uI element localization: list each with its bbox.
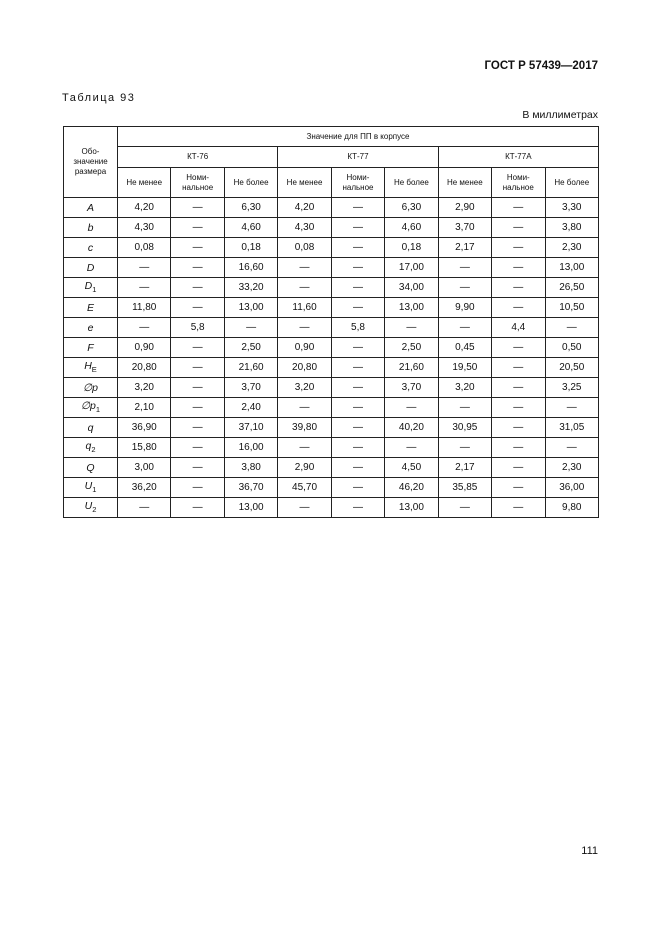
dimension-symbol: F [87, 341, 94, 354]
value-cell: — [331, 398, 384, 418]
value-cell: 3,25 [545, 378, 599, 398]
value-cell: 2,30 [545, 238, 599, 258]
value-cell: — [171, 298, 224, 318]
limit-header-line: нальное [182, 182, 214, 192]
value-cell: — [278, 398, 331, 418]
value-cell: — [171, 338, 224, 358]
limit-header-line: нальное [342, 182, 374, 192]
value-cell: — [492, 378, 545, 398]
limit-header-line: Не более [233, 177, 269, 187]
value-cell: 40,20 [385, 418, 438, 438]
value-cell: 16,00 [224, 438, 277, 458]
value-cell: 3,30 [545, 198, 599, 218]
value-cell: 13,00 [224, 298, 277, 318]
dimension-symbol: c [87, 241, 94, 254]
value-cell: — [492, 218, 545, 238]
value-cell: 4,60 [224, 218, 277, 238]
value-cell: — [545, 318, 599, 338]
value-cell: — [118, 278, 171, 298]
value-cell: 13,00 [545, 258, 599, 278]
value-cell: — [385, 438, 438, 458]
value-cell: — [492, 298, 545, 318]
value-cell: — [385, 318, 438, 338]
table-row [64, 338, 599, 358]
value-cell: 4,20 [118, 198, 171, 218]
value-cell: — [438, 278, 491, 298]
dimension-name [64, 238, 118, 258]
value-cell: — [385, 398, 438, 418]
limit-header-line: Номи- [506, 172, 530, 182]
value-cell: 36,90 [118, 418, 171, 438]
dimension-name [64, 338, 118, 358]
value-cell: — [331, 378, 384, 398]
package-header: КТ-76 [118, 147, 278, 168]
table-row [64, 478, 599, 498]
value-cell: 0,18 [385, 238, 438, 258]
dimension-subscript: E [91, 365, 97, 375]
dimension-symbol: D [86, 261, 95, 274]
value-cell: 3,70 [385, 378, 438, 398]
limit-header [545, 168, 599, 198]
value-cell: — [492, 198, 545, 218]
value-cell: — [331, 298, 384, 318]
dimension-name [64, 298, 118, 318]
table-row [64, 318, 599, 338]
value-cell: — [171, 438, 224, 458]
value-cell: 13,00 [385, 298, 438, 318]
dimension-name [64, 358, 118, 378]
dimension-name [64, 198, 118, 218]
dimension-symbol: H [84, 360, 92, 373]
value-cell: — [171, 358, 224, 378]
dimension-symbol: E [86, 301, 94, 314]
value-cell: 2,90 [438, 198, 491, 218]
limit-header-line: Не более [554, 177, 590, 187]
value-cell: — [438, 258, 491, 278]
value-cell: 0,50 [545, 338, 599, 358]
value-cell: — [438, 498, 491, 518]
dimension-subscript: 1 [95, 405, 101, 415]
value-cell: 45,70 [278, 478, 331, 498]
value-cell: 21,60 [385, 358, 438, 378]
value-cell: — [331, 258, 384, 278]
table-row [64, 238, 599, 258]
value-cell: 0,90 [278, 338, 331, 358]
table-row [64, 458, 599, 478]
dimension-symbol: U [84, 480, 93, 493]
value-cell: — [171, 498, 224, 518]
value-cell: — [331, 458, 384, 478]
value-cell: — [118, 318, 171, 338]
limit-header [278, 168, 331, 198]
table-row [64, 498, 599, 518]
dimension-symbol: e [87, 321, 94, 334]
value-cell: — [492, 338, 545, 358]
limit-header [492, 168, 545, 198]
dimension-symbol: b [87, 221, 94, 234]
value-cell: 2,30 [545, 458, 599, 478]
value-cell: 3,20 [438, 378, 491, 398]
value-cell: 20,80 [118, 358, 171, 378]
dimension-name [64, 258, 118, 278]
value-cell: — [331, 478, 384, 498]
dimension-symbol: ∅p [80, 400, 96, 413]
value-cell: 21,60 [224, 358, 277, 378]
value-cell: 36,70 [224, 478, 277, 498]
dimension-subscript: 2 [92, 505, 97, 515]
value-cell: — [545, 438, 599, 458]
value-cell: — [492, 398, 545, 418]
limit-header [438, 168, 491, 198]
designation-header-line: размера [74, 167, 107, 176]
value-cell: — [171, 478, 224, 498]
value-cell: 4,20 [278, 198, 331, 218]
dimension-symbol: Q [86, 461, 95, 474]
value-cell: 2,17 [438, 238, 491, 258]
value-cell: — [278, 498, 331, 518]
limit-header [385, 168, 438, 198]
dimension-name [64, 378, 118, 398]
value-cell: — [331, 198, 384, 218]
table-row [64, 278, 599, 298]
table-row [64, 218, 599, 238]
table-row [64, 438, 599, 458]
value-cell: — [438, 318, 491, 338]
value-cell: — [118, 498, 171, 518]
value-cell: — [171, 218, 224, 238]
limit-header [171, 168, 224, 198]
value-cell: 2,10 [118, 398, 171, 418]
group-header: Значение для ПП в корпусе [118, 127, 599, 147]
designation-header-line: значение [73, 157, 108, 166]
value-cell: 3,00 [118, 458, 171, 478]
value-cell: 4,60 [385, 218, 438, 238]
limit-header [331, 168, 384, 198]
value-cell: — [331, 218, 384, 238]
designation-header-line: Обо- [81, 147, 100, 156]
limit-header-line: Номи- [346, 172, 370, 182]
value-cell: — [278, 318, 331, 338]
value-cell: 13,00 [224, 498, 277, 518]
table-row [64, 358, 599, 378]
value-cell: — [171, 238, 224, 258]
value-cell: 11,80 [118, 298, 171, 318]
value-cell: — [171, 198, 224, 218]
value-cell: — [492, 498, 545, 518]
value-cell: 6,30 [224, 198, 277, 218]
value-cell: 36,20 [118, 478, 171, 498]
value-cell: 17,00 [385, 258, 438, 278]
value-cell: — [331, 418, 384, 438]
value-cell: — [331, 358, 384, 378]
table-row [64, 398, 599, 418]
value-cell: — [492, 258, 545, 278]
limit-header-line: Не менее [286, 177, 323, 187]
value-cell: — [545, 398, 599, 418]
value-cell: 2,90 [278, 458, 331, 478]
value-cell: 37,10 [224, 418, 277, 438]
dimension-name [64, 438, 118, 458]
value-cell: — [492, 458, 545, 478]
value-cell: — [278, 258, 331, 278]
value-cell: — [492, 278, 545, 298]
value-cell: 4,4 [492, 318, 545, 338]
dimension-subscript: 1 [92, 485, 97, 495]
value-cell: — [171, 258, 224, 278]
value-cell: — [171, 398, 224, 418]
value-cell: — [492, 238, 545, 258]
value-cell: — [278, 278, 331, 298]
value-cell: 9,90 [438, 298, 491, 318]
value-cell: 20,50 [545, 358, 599, 378]
value-cell: 3,80 [545, 218, 599, 238]
value-cell: — [171, 378, 224, 398]
value-cell: — [171, 458, 224, 478]
value-cell: — [224, 318, 277, 338]
value-cell: — [492, 418, 545, 438]
value-cell: 0,18 [224, 238, 277, 258]
value-cell: — [171, 278, 224, 298]
limit-header [224, 168, 277, 198]
value-cell: 0,45 [438, 338, 491, 358]
value-cell: 0,90 [118, 338, 171, 358]
value-cell: 30,95 [438, 418, 491, 438]
value-cell: 3,80 [224, 458, 277, 478]
table-label: Таблица 93 [62, 92, 136, 104]
value-cell: 4,30 [118, 218, 171, 238]
value-cell: 9,80 [545, 498, 599, 518]
page-number: 111 [581, 845, 598, 857]
dimension-name [64, 418, 118, 438]
value-cell: — [331, 238, 384, 258]
limit-header [118, 168, 171, 198]
value-cell: 15,80 [118, 438, 171, 458]
value-cell: 36,00 [545, 478, 599, 498]
value-cell: — [438, 398, 491, 418]
header-row-limits [64, 168, 599, 198]
dimension-symbol: A [86, 201, 94, 214]
dimension-name [64, 478, 118, 498]
package-header: КТ-77 [278, 147, 438, 168]
value-cell: — [492, 478, 545, 498]
value-cell: 35,85 [438, 478, 491, 498]
table-row [64, 378, 599, 398]
value-cell: 31,05 [545, 418, 599, 438]
dimensions-table [63, 126, 599, 518]
dimension-symbol: q [85, 440, 92, 453]
dimension-name [64, 458, 118, 478]
dimension-name [64, 498, 118, 518]
value-cell: — [278, 438, 331, 458]
value-cell: 6,30 [385, 198, 438, 218]
limit-header-line: Не менее [446, 177, 483, 187]
value-cell: — [331, 438, 384, 458]
value-cell: 33,20 [224, 278, 277, 298]
value-cell: 26,50 [545, 278, 599, 298]
dimension-name [64, 218, 118, 238]
designation-header [64, 127, 118, 198]
value-cell: 2,40 [224, 398, 277, 418]
value-cell: — [331, 338, 384, 358]
dimension-name [64, 278, 118, 298]
value-cell: — [492, 358, 545, 378]
value-cell: 3,70 [438, 218, 491, 238]
limit-header-line: Не менее [126, 177, 163, 187]
units-note: В миллиметрах [522, 109, 598, 121]
value-cell: 3,70 [224, 378, 277, 398]
header-row-group [64, 127, 599, 147]
value-cell: 10,50 [545, 298, 599, 318]
dimension-symbol: ∅p [83, 381, 98, 394]
value-cell: 0,08 [118, 238, 171, 258]
value-cell: 4,30 [278, 218, 331, 238]
table-row [64, 198, 599, 218]
value-cell: — [492, 438, 545, 458]
value-cell: 13,00 [385, 498, 438, 518]
value-cell: 2,17 [438, 458, 491, 478]
limit-header-line: Номи- [186, 172, 210, 182]
dimension-subscript: 2 [91, 445, 96, 455]
value-cell: 39,80 [278, 418, 331, 438]
value-cell: 2,50 [385, 338, 438, 358]
value-cell: — [438, 438, 491, 458]
value-cell: 3,20 [278, 378, 331, 398]
value-cell: 16,60 [224, 258, 277, 278]
header-row-packages [64, 147, 599, 168]
package-header: КТ-77А [438, 147, 598, 168]
table-row [64, 298, 599, 318]
value-cell: 20,80 [278, 358, 331, 378]
value-cell: — [118, 258, 171, 278]
table-row [64, 418, 599, 438]
dimension-symbol: D [84, 280, 93, 293]
value-cell: 4,50 [385, 458, 438, 478]
value-cell: 5,8 [331, 318, 384, 338]
limit-header-line: Не более [393, 177, 429, 187]
table-row [64, 258, 599, 278]
value-cell: 34,00 [385, 278, 438, 298]
dimension-name [64, 398, 118, 418]
value-cell: — [171, 418, 224, 438]
limit-header-line: нальное [502, 182, 534, 192]
standard-number: ГОСТ Р 57439—2017 [484, 60, 598, 72]
value-cell: 11,60 [278, 298, 331, 318]
dimension-symbol: q [87, 421, 94, 434]
value-cell: 5,8 [171, 318, 224, 338]
value-cell: 46,20 [385, 478, 438, 498]
value-cell: — [331, 278, 384, 298]
value-cell: 2,50 [224, 338, 277, 358]
value-cell: — [331, 498, 384, 518]
dimension-name [64, 318, 118, 338]
dimension-subscript: 1 [92, 285, 97, 295]
value-cell: 0,08 [278, 238, 331, 258]
value-cell: 19,50 [438, 358, 491, 378]
value-cell: 3,20 [118, 378, 171, 398]
dimension-symbol: U [84, 500, 93, 513]
